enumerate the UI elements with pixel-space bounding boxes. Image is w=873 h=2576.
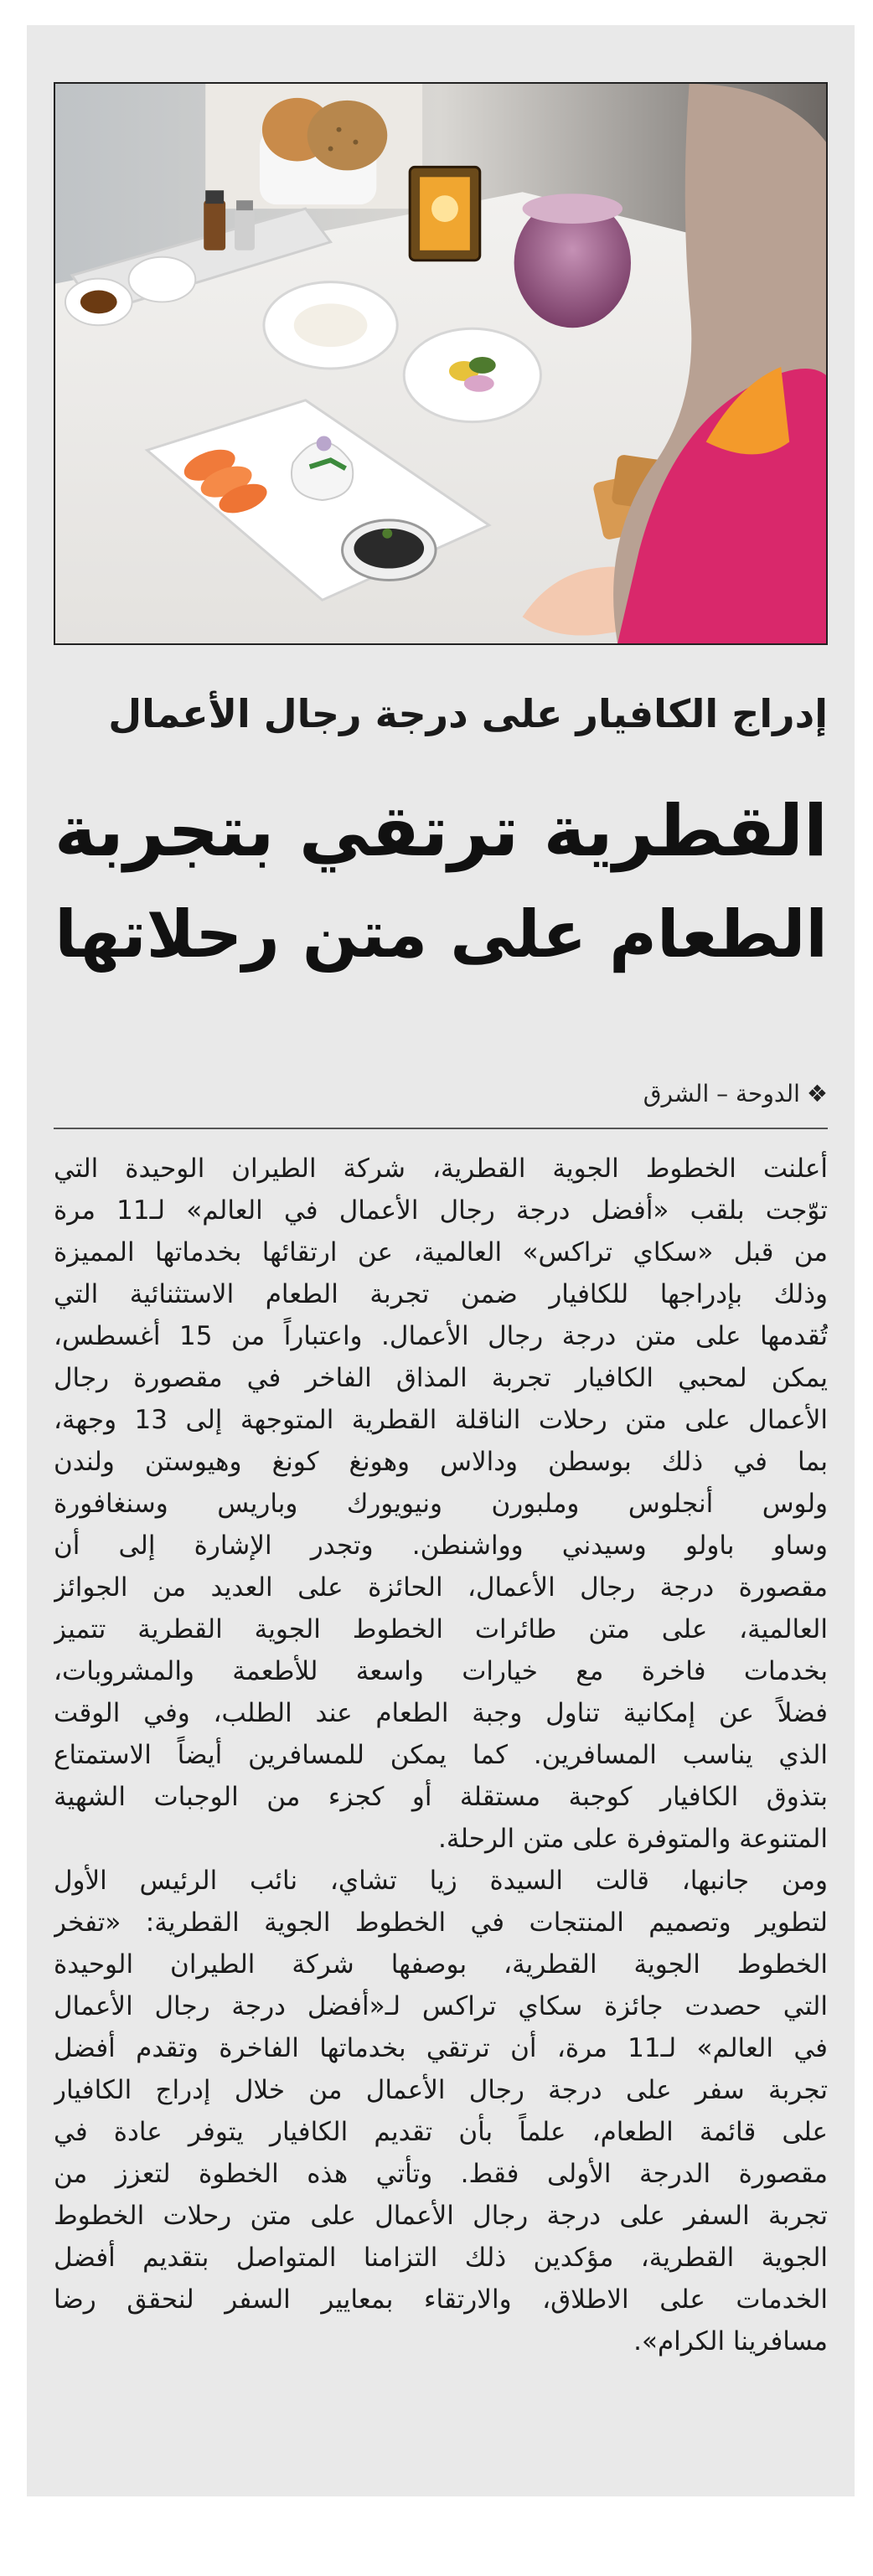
body-line: الخطوط الجوية القطرية، بوصفها شركة الطيران الوحيدة bbox=[54, 1949, 828, 1980]
body-line: ولوس أنجلوس وملبورن ونيويورك وباريس وسنغافورة bbox=[54, 1489, 828, 1519]
byline-bullet-icon: ❖ bbox=[806, 1080, 828, 1107]
byline bbox=[54, 1077, 828, 1111]
body-line: تجربة سفر على درجة رجال الأعمال من خلال إدراج الكافيار bbox=[54, 2075, 828, 2105]
newspaper-clipping bbox=[27, 25, 855, 2496]
caviar-meal-illustration bbox=[55, 84, 826, 643]
body-line: الخدمات على الاطلاق، والارتقاء بمعايير السفر لنحقق رضا bbox=[54, 2284, 828, 2315]
body-line: بخدمات فاخرة مع خيارات واسعة للأطعمة والمشروبات، bbox=[54, 1656, 828, 1686]
body-line: وساو باولو وسيدني وواشنطن. وتجدر الإشارة إلى أن bbox=[54, 1531, 828, 1561]
body-line: وذلك بإدراجها للكافيار ضمن تجربة الطعام الاستثنائية التي bbox=[54, 1279, 828, 1309]
article-photo bbox=[54, 82, 828, 645]
body-line: تُقدمها على متن درجة رجال الأعمال. واعتباراً من 15 أغسطس، bbox=[54, 1321, 828, 1351]
body-line: المتنوعة والمتوفرة على متن الرحلة. bbox=[438, 1824, 828, 1854]
headline-line-1: القطرية ترتقي بتجربة bbox=[54, 790, 828, 872]
body-line: توّجت بلقب «أفضل درجة رجال الأعمال في العالم» لـ11 مرة bbox=[54, 1195, 828, 1226]
body-line: ومن جانبها، قالت السيدة زيا تشاي، نائب الرئيس الأول bbox=[54, 1866, 828, 1896]
body-line: أعلنت الخطوط الجوية القطرية، شركة الطيران الوحيدة التي bbox=[54, 1154, 828, 1184]
byline-divider bbox=[54, 1128, 828, 1129]
article-kicker: إدراج الكافيار على درجة رجال الأعمال bbox=[108, 691, 828, 736]
body-line: الأعمال على متن رحلات الناقلة القطرية المتوجهة إلى 13 وجهة، bbox=[54, 1405, 828, 1435]
body-line: لتطوير وتصميم المنتجات في الخطوط الجوية القطرية: «تفخر bbox=[54, 1907, 828, 1938]
body-line: من قبل «سكاي تراكس» العالمية، عن ارتقائها بخدماتها المميزة bbox=[54, 1237, 828, 1267]
body-line: فضلاً عن إمكانية تناول وجبة الطعام عند الطلب، وفي الوقت bbox=[54, 1698, 828, 1728]
body-line: على قائمة الطعام، علماً بأن تقديم الكافيار يتوفر عادة في bbox=[54, 2117, 828, 2147]
body-line: في العالم» لـ11 مرة، أن ترتقي بخدماتها الفاخرة وتقدم أفضل bbox=[54, 2033, 828, 2063]
body-line: الذي يناسب المسافرين. كما يمكن للمسافرين أيضاً الاستمتاع bbox=[54, 1740, 828, 1770]
body-line: التي حصدت جائزة سكاي تراكس لـ«أفضل درجة رجال الأعمال bbox=[54, 1991, 828, 2021]
body-line: العالمية، على متن طائرات الخطوط الجوية القطرية تتميز bbox=[54, 1614, 828, 1644]
body-line: تجربة السفر على درجة رجال الأعمال على متن رحلات الخطوط bbox=[54, 2201, 828, 2231]
body-line: مقصورة الدرجة الأولى فقط. وتأتي هذه الخطوة لتعزز من bbox=[54, 2159, 828, 2189]
body-line: بتذوق الكافيار كوجبة مستقلة أو كجزء من الوجبات الشهية bbox=[54, 1782, 828, 1812]
body-line: مقصورة درجة رجال الأعمال، الحائزة على العديد من الجوائز bbox=[54, 1572, 828, 1603]
headline-line-2: الطعام على متن رحلاتها bbox=[54, 897, 828, 973]
body-line: مسافرينا الكرام». bbox=[633, 2326, 828, 2357]
body-line: الجوية القطرية، مؤكدين ذلك التزامنا المتواصل بتقديم أفضل bbox=[54, 2243, 828, 2273]
byline-text: الدوحة – الشرق bbox=[643, 1080, 800, 1107]
body-line: يمكن لمحبي الكافيار تجربة المذاق الفاخر في مقصورة رجال bbox=[54, 1363, 828, 1393]
article-headline bbox=[54, 779, 828, 987]
body-line: بما في ذلك بوسطن ودالاس وهونغ كونغ وهيوستن ولندن bbox=[54, 1447, 828, 1477]
article-body bbox=[54, 1148, 828, 2362]
